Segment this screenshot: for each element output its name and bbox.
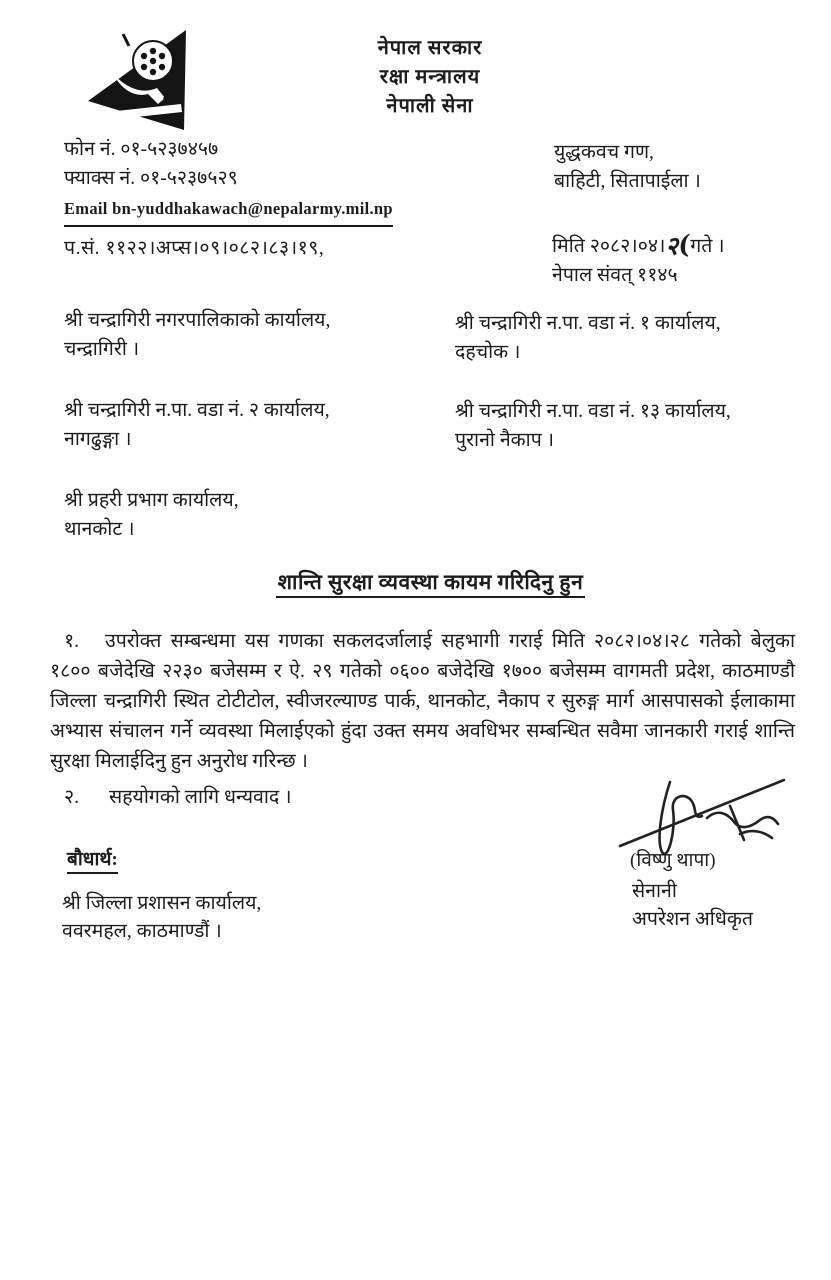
- date-printed-suffix: गते ।: [690, 236, 725, 257]
- unit-location: बाहिटी, सितापाईला ।: [554, 170, 701, 192]
- cc-office: श्री जिल्ला प्रशासन कार्यालय,: [62, 893, 262, 914]
- paragraph-number: २.: [64, 787, 80, 808]
- addressee-place: नागढुङ्गा ।: [64, 429, 132, 450]
- paragraph-text: सहयोगको लागि धन्यवाद ।: [109, 787, 292, 808]
- phone-number: फोन नं. ०१-५२३७४५७: [64, 139, 219, 160]
- cc-recipient: [62, 890, 261, 946]
- nepal-army-emblem-logo: [85, 28, 217, 130]
- addressee-place: चन्द्रागिरी ।: [64, 339, 140, 360]
- addressee-place: पुरानो नैकाप ।: [455, 430, 555, 451]
- addressee-office: श्री चन्द्रागिरी नगरपालिकाको कार्यालय,: [64, 310, 331, 331]
- date-printed-prefix: मिति २०८२।०४।: [552, 236, 666, 257]
- signatory-rank: सेनानी: [632, 881, 677, 902]
- addressee-ward-13: [455, 397, 731, 455]
- addressee-ward-2: [64, 396, 330, 454]
- handwritten-date-digit: २(: [663, 229, 693, 262]
- paragraph-number: १.: [64, 631, 80, 652]
- signatory-name: (विष्णु थापा): [630, 850, 716, 871]
- addressee-office: श्री प्रहरी प्रभाग कार्यालय,: [64, 490, 239, 511]
- nepal-sambat-line: नेपाल संवत् ११४५: [552, 265, 678, 286]
- addressee-office: श्री चन्द्रागिरी न.पा. वडा नं. १ कार्यालय,: [455, 313, 721, 334]
- addressee-place: दहचोक ।: [455, 342, 521, 363]
- cc-place: ववरमहल, काठमाण्डौं ।: [62, 921, 222, 942]
- unit-address-block: [554, 139, 701, 196]
- org-line-government: नेपाल सरकार: [377, 37, 483, 59]
- contact-block: [64, 136, 393, 227]
- org-line-army: नेपाली सेना: [386, 95, 474, 117]
- addressee-chandragiri-municipality: [64, 306, 330, 364]
- addressee-office: श्री चन्द्रागिरी न.पा. वडा नं. २ कार्यालय,: [64, 400, 330, 421]
- subject-text: शान्ति सुरक्षा व्यवस्था कायम गरिदिनु हुन: [276, 570, 585, 598]
- addressee-office: श्री चन्द्रागिरी न.पा. वडा नं. १३ कार्यालय,: [455, 401, 731, 422]
- date-block: [552, 229, 725, 290]
- reference-number: प.सं. ११२२।अप्स।०९।०८२।८३।१९,: [64, 238, 325, 259]
- body-paragraph-1: [50, 627, 795, 777]
- subject-line: [30, 568, 831, 596]
- addressee-police-division: [64, 486, 239, 544]
- unit-name: युद्धकवच गण,: [554, 142, 654, 163]
- cc-label: बौधार्थ:: [67, 845, 118, 874]
- paragraph-text: उपरोक्त सम्बन्धमा यस गणका सकलदर्जालाई सहभागी गराई मिति २०८२।०४।२८ गतेको बेलुका १८०० बजेदेखि २२३० बजेसम्म र ऐ. २९ गतेको ०६०० बजेदेखि १७०० बजेसम्म वागमती प्रदेश, काठमाण्डौ जिल्ला चन्द्रागिरी स्थित टोटीटोल, स्वीजरल्याण्ड पार्क, थानकोट, नैकाप र सुरुङ्ग मार्ग आसपासको ईलाकामा अभ्यास संचालन गर्ने व्यवस्था मिलाईएको हुंदा उक्त समय अवधिभर सम्बन्धित सवैमा जानकारी गराई शान्ति सुरक्षा मिलाईदिनु हुन अनुरोध गरिन्छ ।: [50, 631, 795, 772]
- addressee-ward-1: [455, 309, 721, 367]
- email-address: Email bn-yuddhakawach@nepalarmy.mil.np: [64, 195, 393, 227]
- signatory-title: अपरेशन अधिकृत: [632, 909, 753, 930]
- org-line-ministry: रक्षा मन्त्रालय: [379, 66, 481, 88]
- letter-date: [552, 229, 725, 261]
- addressee-place: थानकोट ।: [64, 519, 135, 540]
- nepal-army-emblem-icon: [85, 28, 217, 130]
- letterhead-org: [300, 34, 560, 121]
- fax-number: फ्याक्स नं. ०१-५२३७५२९: [64, 167, 238, 189]
